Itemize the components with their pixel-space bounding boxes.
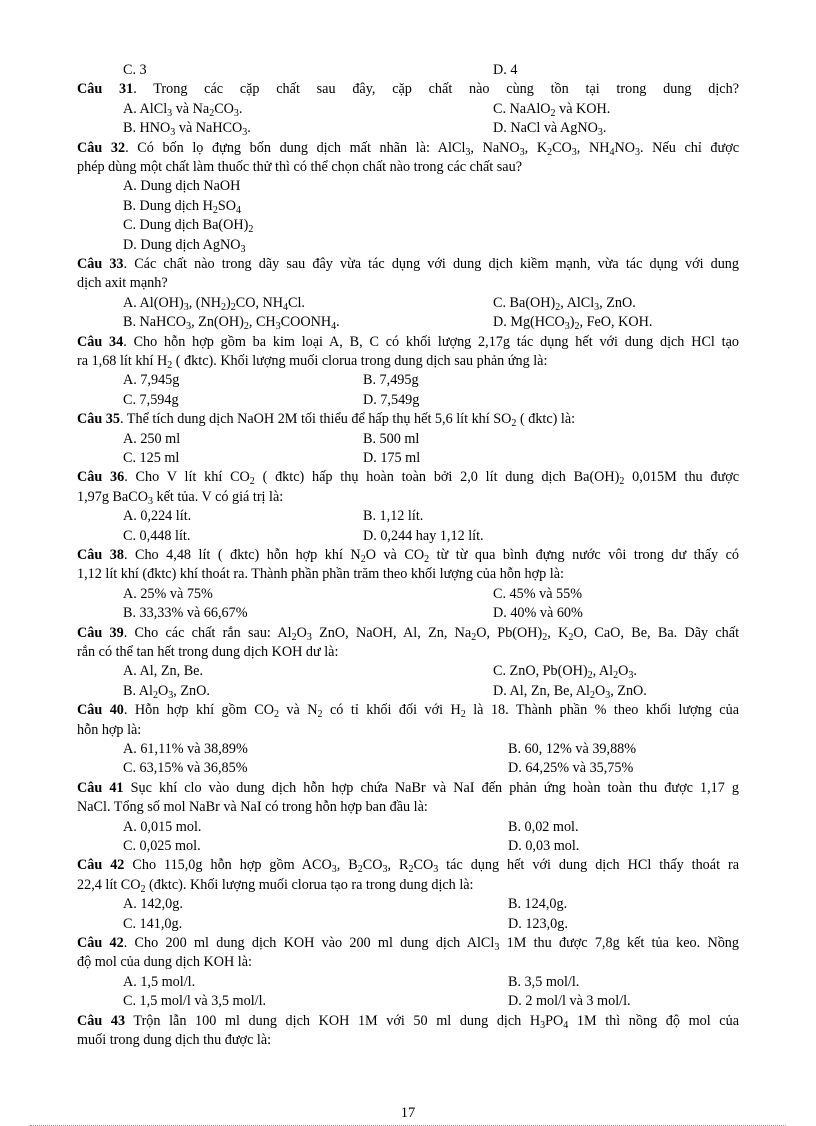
answer-option: B. 0,02 mol. [508,818,579,835]
answer-option: A. 25% và 75% [123,585,213,602]
question-text: . Cho các chất rắn sau: $Al_2O_3$ ZnO, NaOH, Al, Zn, $Na_2O$, $Pb(OH)_2$, $K_2O$, CaO, Be, Ba. Dãy chất [123,624,739,642]
question-text: . Cho 4,48 lít ( đktc) hỗn hợp khí $N_2O$ và $CO_2$ từ từ qua bình đựng nước vôi trong dư thấy có [123,547,739,564]
question-label: Câu 39 [77,624,124,641]
question-text: . Cho 200 ml dung dịch KOH vào 200 ml dung dịch AlCl$_3$ 1M thu được 7,8g kết tủa keo. Nồng [123,935,739,952]
question-stem [77,256,739,273]
answer-option: A. AlCl$_3$ và $Na_2CO_3$. [123,100,243,119]
answer-option: C. 141,0g. [123,915,183,932]
question-label: Câu 41 [77,779,124,796]
question-stem [77,81,739,98]
question-text: . Có bốn lọ đựng bốn dung dịch mất nhãn là: AlCl$_3$, NaNO$_3$, $K_2CO_3$, $NH_4NO_3$. Nếu chỉ được [125,139,739,157]
answer-option: D. 2 mol/l và 3 mol/l. [508,993,631,1010]
question-stem-continued: dịch axit mạnh? [77,275,168,292]
answer-option: C. 0,025 mol. [123,838,201,854]
answer-option: A. $Al(OH)_3$, $(NH_2)_2CO$, $NH_4Cl$. [123,294,305,313]
question-stem-continued: độ mol của dung dịch KOH là: [77,954,252,971]
question-label: Câu 33 [77,256,124,272]
answer-option: D. 4 [493,62,518,78]
question-stem-continued: rắn có thể tan hết trong dung dịch KOH dư là: [77,644,339,660]
answer-option: C. 7,594g [123,391,179,408]
question-stem [77,547,739,564]
answer-option: C. 63,15% và 36,85% [123,760,248,777]
question-text: . Cho V lít khí $CO_2$ ( đktc) hấp thụ hoàn toàn bởi 2,0 lít dung dịch $Ba(OH)_2$ 0,015M thu được [124,469,739,487]
answer-option: B. Dung dịch $H_2SO_4$ [123,197,241,216]
answer-option: C. $Ba(OH)_2$, AlCl$_3$, ZnO. [493,294,636,313]
question-stem-continued: 1,97g BaCO$_3$ kết tủa. V có giá trị là: [77,488,284,507]
question-stem-continued: hỗn hợp là: [77,721,142,738]
answer-option: B. 33,33% và 66,67% [123,605,248,622]
answer-option: D. 123,0g. [508,915,568,932]
question-text: Trộn lẫn 100 ml dung dịch KOH 1M với 50 ml dung dịch $H_3PO_4$ 1M thì nồng độ mol của [125,1012,739,1030]
question-text: . Trong các cặp chất sau đây, cặp chất nào cùng tồn tại trong dung dịch? [133,81,739,98]
question-text: . Thể tích dung dịch NaOH 2M tối thiểu để hấp thụ hết 5,6 lít khí $SO_2$ ( đktc) là: [119,411,576,429]
answer-option: A. 250 ml [123,430,181,447]
answer-option: C. 45% và 55% [493,585,583,602]
question-label: Câu 40 [77,702,124,719]
question-label: Câu 31 [77,81,134,98]
question-stem-continued: muối trong dung dịch thu được là: [77,1032,272,1048]
answer-option: B. $HNO_3$ và NaHCO$_3$. [123,120,251,139]
question-label: Câu 42 [77,935,124,951]
page-number: 17 [400,1105,416,1121]
answer-option: A. 7,945g [123,372,180,389]
question-text: . Hỗn hợp khí gồm $CO_2$ và $N_2$ có tỉ khối đối với $H_2$ là 18. Thành phần % theo khối lượng của [123,702,739,720]
answer-option: B. 60, 12% và 39,88% [508,741,637,757]
answer-option: A. 61,11% và 38,89% [123,741,248,757]
question-stem [77,935,739,952]
question-stem [77,411,739,428]
question-stem [77,625,739,642]
answer-option: D. NaCl và AgNO$_3$. [493,120,607,139]
answer-option: D. Dung dịch AgNO$_3$ [123,236,246,255]
answer-option: A. 142,0g. [123,896,183,913]
question-label: Câu 36 [77,469,125,486]
question-label: Câu 42 [77,857,125,874]
answer-option: D. 0,244 hay 1,12 lít. [363,527,484,544]
question-stem-continued: 1,12 lít khí (đktc) khí thoát ra. Thành phần phần trăm theo khối lượng của hỗn hợp là: [77,566,564,583]
question-stem [77,140,739,157]
answer-option: A. 1,5 mol/l. [123,973,196,990]
question-stem [77,780,739,797]
answer-option: D. 7,549g [363,391,420,408]
question-stem-continued: ra 1,68 lít khí $H_2$ ( đktc). Khối lượng muối clorua trong dung dịch sau phản ứng là: [77,353,548,371]
question-text: . Các chất nào trong dãy sau đây vừa tác dụng với dung dịch kiềm mạnh, vừa tác dụng với dung [123,256,739,272]
answer-option: C. NaAlO$_2$ và KOH. [493,100,611,119]
answer-option: C. 125 ml [123,450,180,466]
answer-option: A. Al, Zn, Be. [123,663,203,680]
answer-option: D. Al, Zn, Be, $Al_2O_3$, ZnO. [493,682,647,701]
answer-option: B. 1,12 lít. [363,508,424,525]
answer-option: C. 0,448 lít. [123,527,191,544]
answer-option: D. 64,25% và 35,75% [508,760,634,777]
question-stem [77,1013,739,1030]
question-stem [77,702,739,719]
question-stem [77,469,739,486]
question-stem [77,857,739,874]
question-stem-continued: NaCl. Tổng số mol NaBr và NaI có trong hỗn hợp ban đầu là: [77,799,428,816]
question-label: Câu 43 [77,1012,126,1029]
question-label: Câu 35 [77,411,120,428]
question-text: Cho 115,0g hỗn hợp gồm $ACO_3$, $B_2CO_3$, $R_2CO_3$ tác dụng hết với dung dịch HCl thấy thoát ra [124,857,739,875]
answer-option: D. $Mg(HCO_3)_2$, FeO, KOH. [493,314,653,333]
answer-option: C. 3 [123,62,147,78]
answer-option: D. 40% và 60% [493,605,583,622]
answer-option: D. 175 ml [363,450,421,466]
question-stem [77,334,739,351]
answer-option: B. 500 ml [363,430,420,447]
answer-option: C. Dung dịch $Ba(OH)_2$ [123,217,254,236]
answer-option: A. 0,224 lít. [123,508,192,525]
answer-option: B. $Al_2O_3$, ZnO. [123,682,210,701]
answer-option: C. 1,5 mol/l và 3,5 mol/l. [123,993,267,1010]
question-label: Câu 38 [77,547,124,563]
question-text: Sục khí clo vào dung dịch hỗn hợp chứa NaBr và NaI đến phản ứng hoàn toàn thu được 1,17 g [123,779,739,796]
answer-option: B. 124,0g. [508,896,568,913]
answer-option: A. 0,015 mol. [123,818,202,835]
question-text: . Cho hỗn hợp gồm ba kim loại A, B, C có khối lượng 2,17g tác dụng hết với dung dịch HCl tạo [123,333,739,350]
answer-option: A. Dung dịch NaOH [123,178,241,195]
question-label: Câu 32 [77,139,126,156]
question-label: Câu 34 [77,333,124,350]
answer-option: B. NaHCO$_3$, $Zn(OH)_2$, $CH_3COONH_4$. [123,314,340,333]
answer-option: C. ZnO, $Pb(OH)_2$, $Al_2O_3$. [493,663,637,682]
question-stem-continued: 22,4 lít $CO_2$ (đktc). Khối lượng muối clorua tạo ra trong dung dịch là: [77,876,474,895]
answer-option: B. 7,495g [363,372,419,389]
answer-option: B. 3,5 mol/l. [508,973,580,990]
question-stem-continued: phép dùng một chất làm thuốc thử thì có thể chọn chất nào trong các chất sau? [77,159,522,175]
answer-option: D. 0,03 mol. [508,838,580,854]
